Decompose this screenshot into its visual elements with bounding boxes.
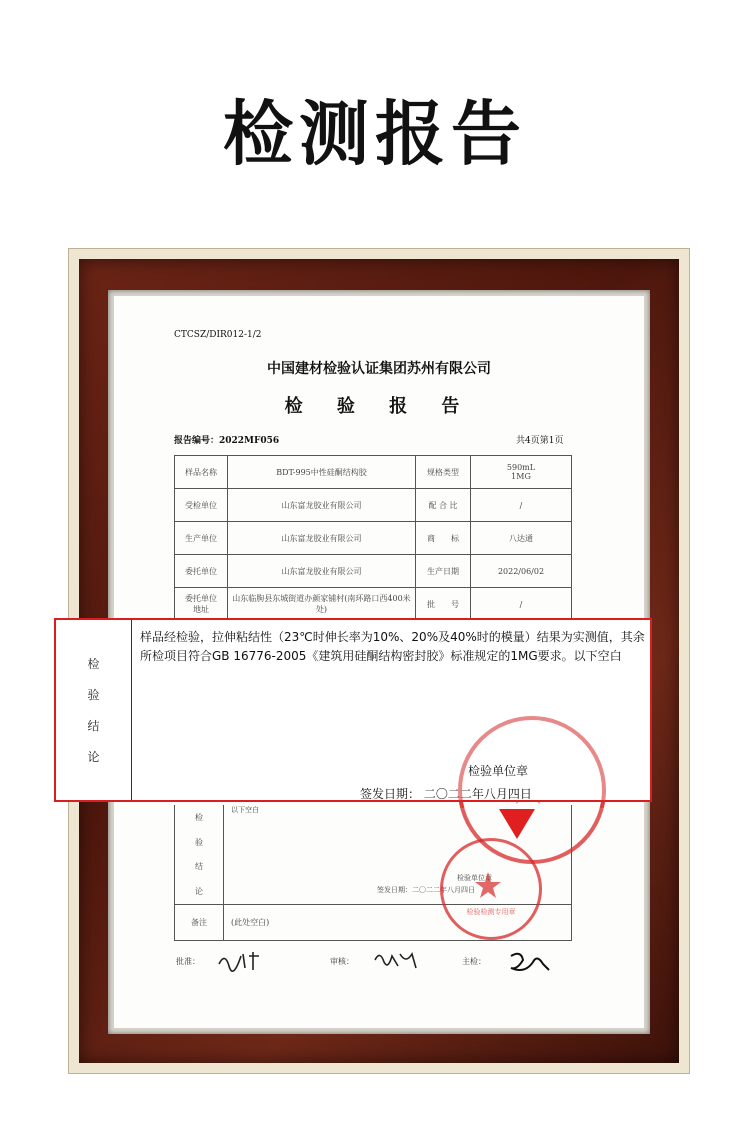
callout-issue-date: 签发日期： 二〇二二年八月四日: [360, 787, 532, 801]
table-cell-label: 商 标: [416, 522, 471, 555]
callout-char: 论: [87, 750, 100, 764]
table-row: [175, 555, 572, 588]
arrow-down-icon: [499, 809, 535, 839]
approver-label: 批准：: [176, 957, 200, 966]
company-name: 中国建材检验认证集团苏州有限公司: [267, 361, 491, 377]
callout-conclusion-text: 样品经检验，拉伸粘结性（23℃时伸长率为10%、20%及40%时的模量）结果为实测值，其余所检项目符合GB 16776-2005《建筑用硅酮结构密封胶》标准规定的1MG要求。以下空白: [140, 630, 645, 663]
seal-text: 检验检测专用章: [466, 908, 516, 916]
conclusion-char: 验: [195, 837, 203, 847]
table-cell-label: 委托单位: [175, 555, 228, 588]
conclusion-char: 论: [195, 887, 203, 897]
table-cell-label: 委托单位 地址: [175, 588, 228, 621]
callout-char: 检: [87, 657, 100, 671]
approver-signature: [215, 948, 265, 972]
table-cell-value: BDT-995中性硅酮结构胶: [228, 456, 416, 489]
table-row: [175, 522, 572, 555]
table-cell-label: 样品名称: [175, 456, 228, 489]
page-title: 检测报告: [223, 93, 527, 175]
table-row: [175, 588, 572, 621]
table-cell-value: 山东富龙胶业有限公司: [228, 489, 416, 522]
page-number: 共4页第1页: [516, 436, 564, 446]
remark-label: 备注: [175, 905, 224, 940]
conclusion-callout: [54, 618, 652, 802]
table-cell-label: 配 合 比: [416, 489, 471, 522]
table-cell-label: 规格类型: [416, 456, 471, 489]
table-cell-value: 八达通: [471, 522, 572, 555]
main-inspector-label: 主检：: [462, 957, 486, 966]
table-cell-value: /: [471, 489, 572, 522]
table-cell-value: 山东富龙胶业有限公司: [228, 522, 416, 555]
table-cell-value: 山东富龙胶业有限公司: [228, 555, 416, 588]
table-cell-value: /: [471, 588, 572, 621]
report-number: 报告编号：2022MF056: [174, 436, 280, 446]
report-table: [174, 455, 572, 621]
table-cell-label: 批 号: [416, 588, 471, 621]
conclusion-char: 结: [195, 862, 203, 872]
report-title: 检 验 报 告: [284, 396, 474, 417]
callout-char: 验: [87, 688, 100, 702]
table-cell-value: 590mL 1MG: [471, 456, 572, 489]
issue-date: 签发日期：二〇二二年八月四日: [377, 886, 475, 894]
table-cell-value: 2022/06/02: [471, 555, 572, 588]
inspection-unit-stamp-label: 检验单位章: [457, 874, 492, 882]
table-cell-label: 受检单位: [175, 489, 228, 522]
main-inspector-signature: [507, 948, 553, 976]
reviewer-label: 审核：: [330, 957, 354, 966]
table-cell-label: 生产单位: [175, 522, 228, 555]
conclusion-char: 检: [195, 812, 203, 822]
callout-char: 结: [87, 719, 100, 733]
conclusion-label: [175, 805, 224, 904]
reviewer-signature: [372, 948, 422, 972]
table-cell-label: 生产日期: [416, 555, 471, 588]
callout-label: [56, 620, 132, 800]
table-row: [175, 489, 572, 522]
table-cell-value: 山东临朐县东城街道办颜家铺村(南环路口西400米处): [228, 588, 416, 621]
callout-unit-label: 检验单位章: [468, 764, 529, 778]
document-code: CTCSZ/DIR012-1/2: [174, 330, 262, 340]
table-row: [175, 456, 572, 489]
conclusion-text: 以下空白: [231, 806, 259, 814]
remark-value: (此处空白): [231, 918, 270, 927]
